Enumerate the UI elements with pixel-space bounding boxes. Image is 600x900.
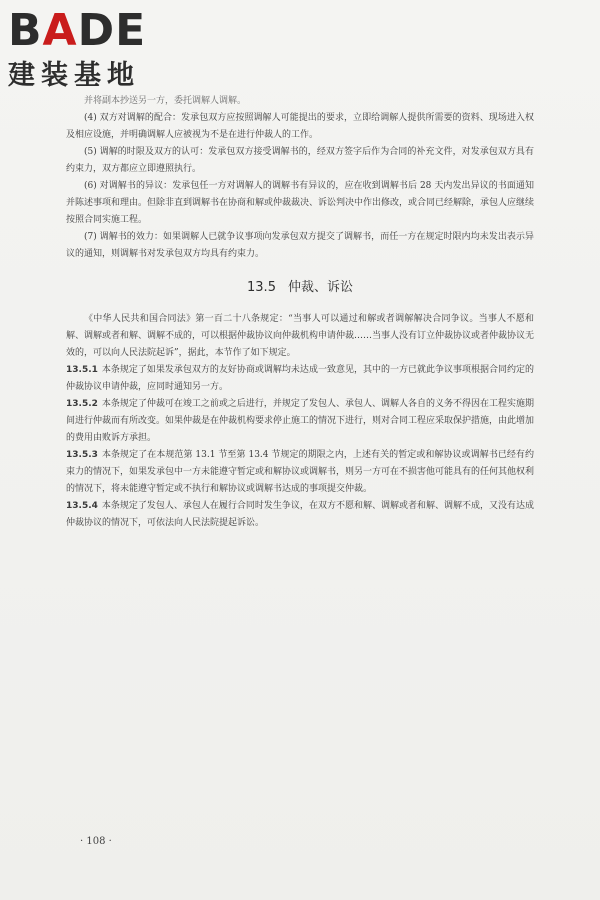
clause-text: 本条规定了发包人、承包人在履行合同时发生争议，在双方不愿和解、调解或者和解、调解不成，又没有达成仲裁协议的情况下，可依法向人民法院提起诉讼。 bbox=[66, 501, 534, 528]
watermark-logo bbox=[8, 6, 178, 92]
clause-13-5-2 bbox=[66, 396, 534, 447]
logo-letter-b: B bbox=[8, 5, 43, 56]
paragraph-item-6: (6) 对调解书的异议：发承包任一方对调解人的调解书有异议的，应在收到调解书后 28 天内发出异议的书面通知并陈述事项和理由。但除非直到调解书在协商和解或仲裁裁决、诉讼判决中作出修改，或合同已经解除，承包人应继续按照合同实施工程。 bbox=[66, 181, 535, 225]
clause-13-5-3 bbox=[66, 447, 534, 498]
logo-letter-a: A bbox=[42, 5, 78, 56]
paragraph-continuation: 并将副本抄送另一方，委托调解人调解。 bbox=[84, 96, 247, 106]
paragraph-item-7: (7) 调解书的效力：如果调解人已就争议事项向发承包双方提交了调解书，而任一方在规定时限内均未发出表示异议的通知，则调解书对发承包双方均具有约束力。 bbox=[66, 232, 534, 259]
section-number: 13.5 bbox=[247, 280, 276, 295]
section-heading bbox=[66, 278, 534, 298]
clause-number: 13.5.1 bbox=[66, 365, 98, 375]
paragraph-item-4: (4) 双方对调解的配合：发承包双方应按照调解人可能提出的要求，立即给调解人提供所需要的资料、现场进入权及相应设施，并明确调解人应被视为不是在进行仲裁人的工作。 bbox=[66, 113, 534, 140]
page-number: · 108 · bbox=[80, 836, 112, 847]
logo-subtitle: 建装基地 bbox=[8, 60, 140, 91]
paragraph-item-5: (5) 调解的时限及双方的认可：发承包双方接受调解书的，经双方签字后作为合同的补充文件，对发承包双方具有约束力，双方都应立即遵照执行。 bbox=[66, 147, 534, 174]
clause-text: 本条规定了如果发承包双方的友好协商或调解均未达成一致意见，其中的一方已就此争议事项根据合同约定的仲裁协议申请仲裁，应同时通知另一方。 bbox=[66, 365, 534, 392]
clause-13-5-1 bbox=[66, 362, 534, 396]
clause-13-5-4 bbox=[66, 498, 534, 532]
logo-wordmark bbox=[8, 6, 178, 56]
clause-number: 13.5.2 bbox=[66, 399, 98, 409]
logo-letters-de: DE bbox=[77, 5, 147, 56]
clause-number: 13.5.4 bbox=[66, 501, 98, 511]
clause-text: 本条规定了在本规范第 13.1 节至第 13.4 节规定的期限之内，上述有关的暂定或和解协议或调解书已经有约束力的情况下，如果发承包中一方未能遵守暂定或和解协议或调解书，则另一方可在不损害他可能具有的任何其他权利的情况下，将未能遵守暂定或不执行和解协议或调解书达成的事项提交仲裁。 bbox=[66, 450, 535, 494]
clause-text: 本条规定了仲裁可在竣工之前或之后进行，并规定了发包人、承包人、调解人各自的义务不得因在工程实施期间进行仲裁而有所改变。如果仲裁是在仲裁机构要求停止施工的情况下进行，则对合同工程应采取保护措施，由此增加的费用由败诉方承担。 bbox=[66, 399, 535, 443]
section-title: 仲裁、诉讼 bbox=[287, 280, 353, 295]
intro-paragraph: 《中华人民共和国合同法》第一百二十八条规定：“当事人可以通过和解或者调解解决合同争议。当事人不愿和解、调解或者和解、调解不成的，可以根据仲裁协议向仲裁机构申请仲裁……当事人没有订立仲裁协议或者仲裁协议无效的，可以向人民法院起诉”，据此，本节作了如下规定。 bbox=[66, 314, 535, 358]
page-content bbox=[66, 93, 534, 532]
clause-number: 13.5.3 bbox=[66, 450, 98, 460]
